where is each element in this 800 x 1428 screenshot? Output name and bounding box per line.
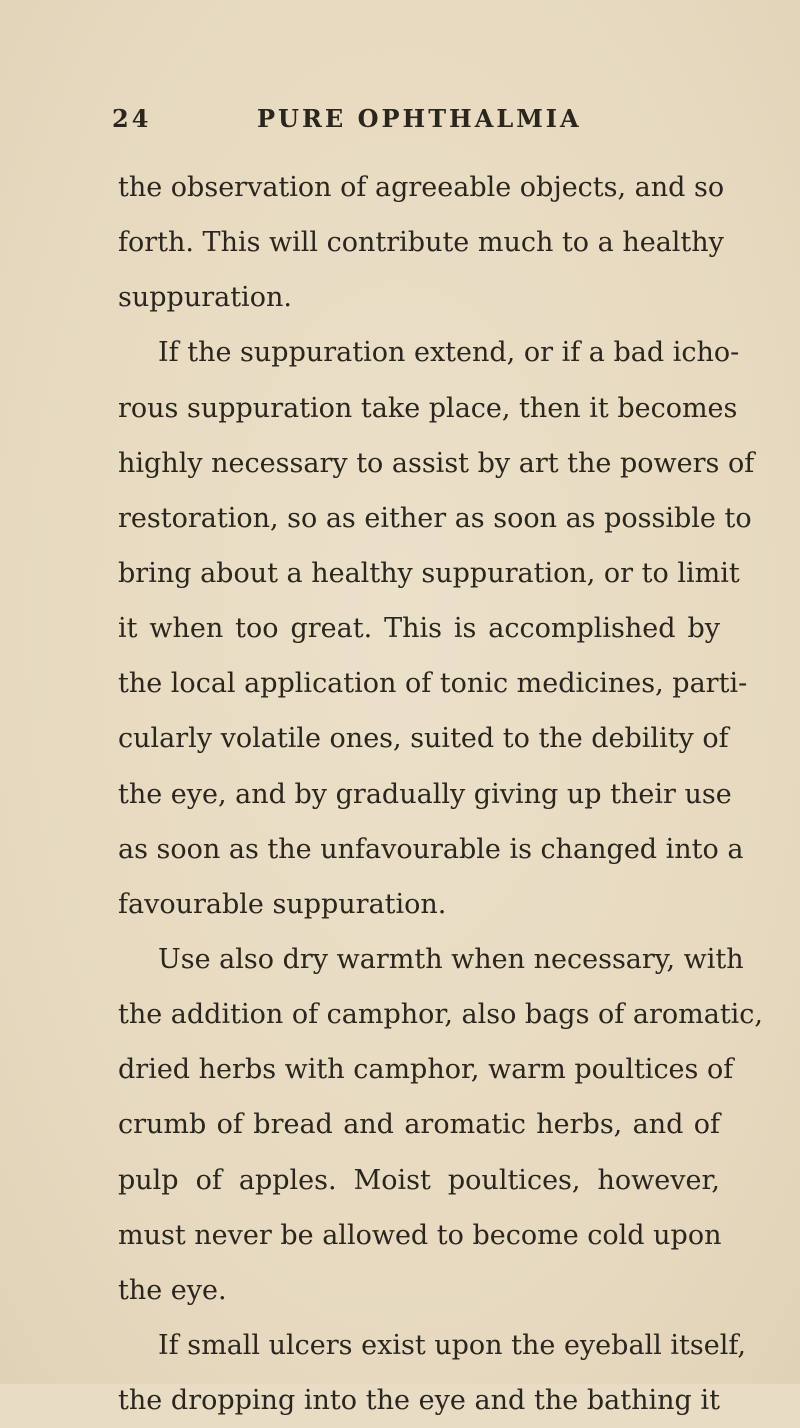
text-line: the dropping into the eye and the bathing it <box>118 1385 720 1417</box>
page-number: 24 <box>112 104 152 133</box>
text-line: Use also dry warmth when necessary, with <box>158 943 744 975</box>
text-line: dried herbs with camphor, warm poultices of <box>118 1054 734 1086</box>
text-line: If the suppuration extend, or if a bad icho- <box>158 337 740 369</box>
text-line: as soon as the unfavourable is changed into a <box>118 833 744 865</box>
text-line: the observation of agreeable objects, and so <box>118 172 725 203</box>
running-title: PURE OPHTHALMIA <box>257 104 582 133</box>
text-line: cularly volatile ones, suited to the debility of <box>118 723 729 755</box>
text-line: highly necessary to assist by art the powers of <box>118 447 755 479</box>
text-line: If small ulcers exist upon the eyeball itself, <box>158 1329 746 1361</box>
text-line: the local application of tonic medicines, parti- <box>118 668 748 700</box>
body-text <box>118 160 764 1428</box>
text-line: pulp of apples. Moist poultices, however, <box>118 1164 720 1196</box>
text-line: the eye, and by gradually giving up their use <box>118 778 732 810</box>
text-line: suppuration. <box>118 282 292 314</box>
text-line: forth. This will contribute much to a healthy <box>118 227 724 259</box>
text-line: restoration, so as either as soon as possible to <box>118 502 752 534</box>
text-line: favourable suppuration. <box>118 888 447 920</box>
running-head <box>112 104 712 144</box>
text-line: the eye. <box>118 1274 227 1306</box>
text-line: bring about a healthy suppuration, or to limit <box>118 557 740 589</box>
text-line: the addition of camphor, also bags of aromatic, <box>118 999 764 1031</box>
text-line: must never be allowed to become cold upon <box>118 1219 722 1251</box>
text-line: rous suppuration take place, then it becomes <box>118 392 738 424</box>
text-line: it when too great. This is accomplished by <box>118 613 720 645</box>
text-line: crumb of bread and aromatic herbs, and of <box>118 1109 720 1141</box>
